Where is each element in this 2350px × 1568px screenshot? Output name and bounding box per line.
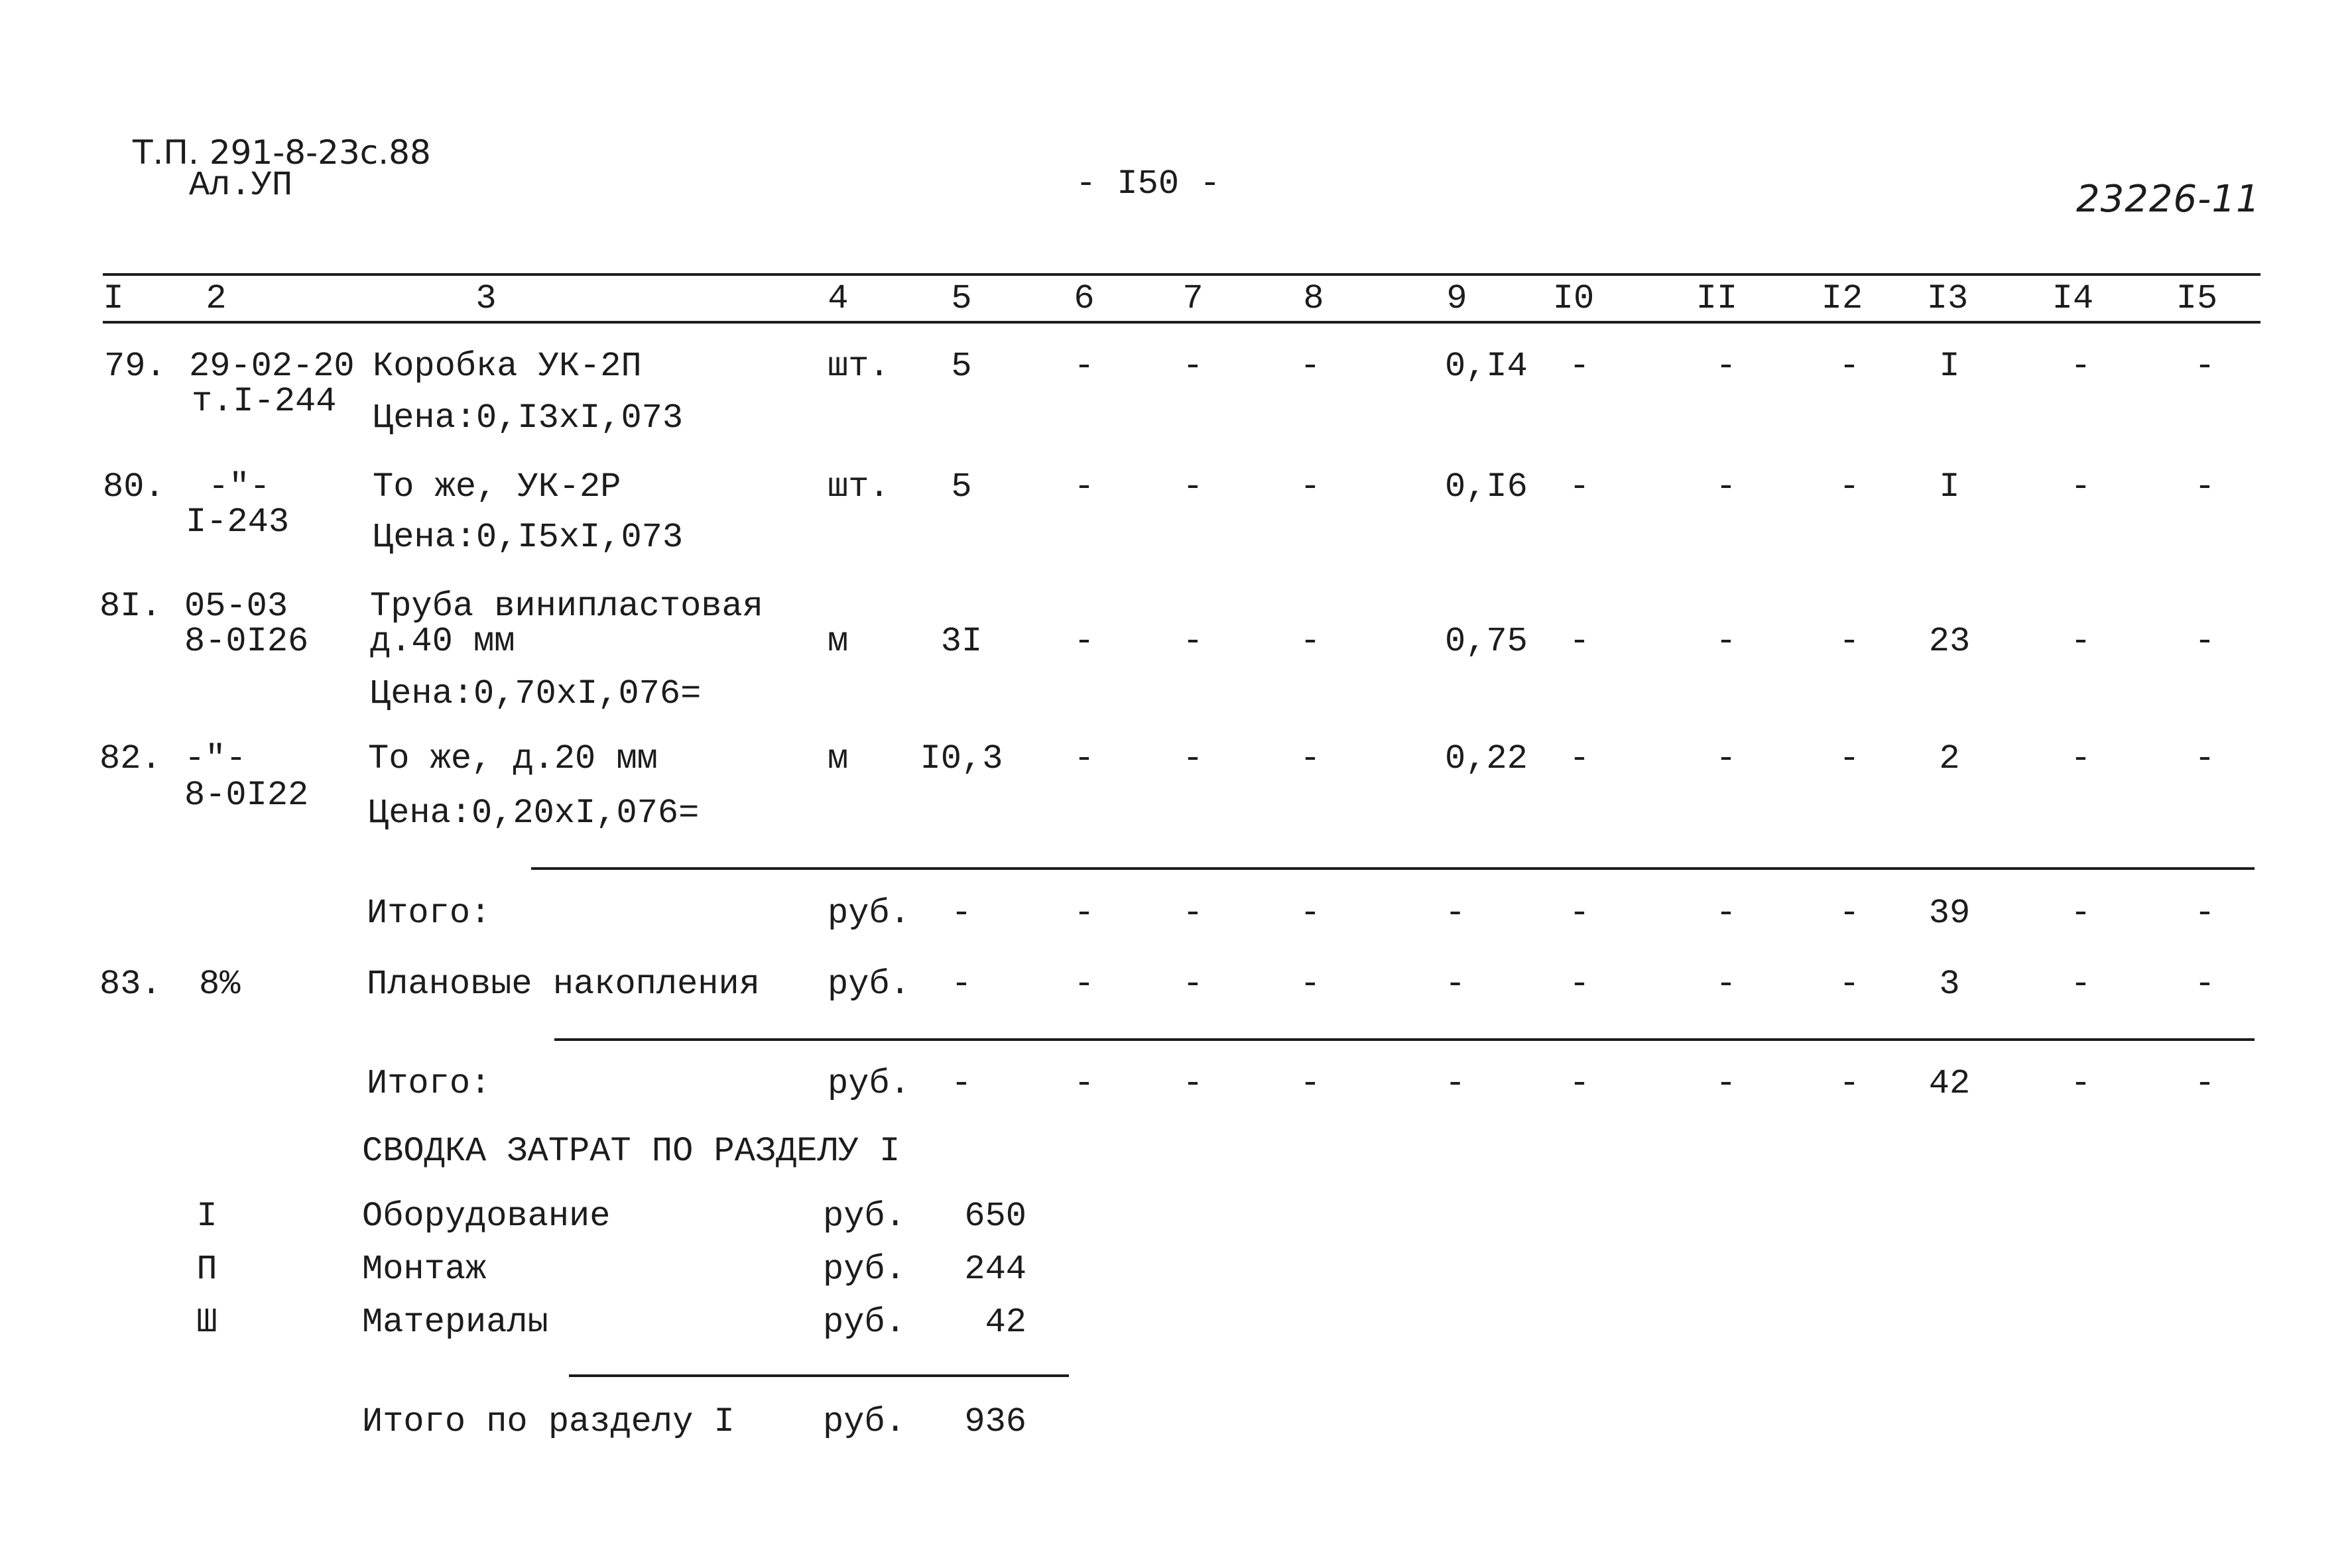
cell-col10: - xyxy=(1569,739,1590,778)
column-header-15: I5 xyxy=(2176,279,2218,318)
row-name: Итого: xyxy=(367,894,491,933)
cell-col11: - xyxy=(1715,739,1737,778)
cell-unit: шт. xyxy=(828,347,890,386)
cell-quantity: I0,3 xyxy=(920,739,1003,778)
row-values xyxy=(0,467,2350,507)
table-top-rule xyxy=(103,273,2260,276)
cell-col10: - xyxy=(1569,347,1590,386)
cell-col11: - xyxy=(1715,467,1737,507)
cell-col15: - xyxy=(2194,347,2215,386)
row-code: 29-02-20 xyxy=(189,347,355,386)
page-number: - I50 - xyxy=(1076,164,1221,204)
cell-col8: - xyxy=(1300,622,1321,661)
cell-unit: шт. xyxy=(828,467,890,507)
column-header-5: 5 xyxy=(951,279,972,318)
cell-col12: - xyxy=(1839,965,1860,1004)
cell-col12: - xyxy=(1839,622,1860,661)
cell-col9: 0,I6 xyxy=(1445,467,1528,507)
cell-col7: - xyxy=(1182,622,1204,661)
column-header-3: 3 xyxy=(475,279,497,318)
row-values xyxy=(0,349,2350,384)
row-price: Цена:0,I3xI,073 xyxy=(373,398,684,438)
summary-item xyxy=(0,1199,2350,1234)
row-number: 79. xyxy=(104,347,166,386)
cell-col15: - xyxy=(2194,1064,2215,1103)
cell-col13: 23 xyxy=(1928,622,1971,661)
cell-quantity: - xyxy=(951,965,972,1004)
cell-col8: - xyxy=(1300,894,1321,933)
cell-unit: руб. xyxy=(828,1064,910,1103)
cell-col9: - xyxy=(1445,894,1466,933)
summary-item-name: Монтаж xyxy=(362,1250,487,1289)
column-header-12: I2 xyxy=(1821,279,1863,318)
cell-quantity: 3I xyxy=(940,622,983,661)
column-header-1: I xyxy=(103,279,124,318)
cell-col15: - xyxy=(2194,622,2215,661)
summary-item-name: Материалы xyxy=(362,1303,548,1342)
cell-col9: 0,22 xyxy=(1445,739,1528,778)
row-name: Труба винипластовая xyxy=(370,587,763,626)
cell-col10: - xyxy=(1569,622,1590,661)
row-code-table: 8-0I22 xyxy=(184,776,309,815)
row-code-table: т.I-244 xyxy=(192,382,337,421)
summary-item-value: 42 xyxy=(985,1303,1026,1342)
cell-col13: 42 xyxy=(1928,1064,1971,1103)
summary-total xyxy=(0,1402,2350,1441)
summary-item-unit: руб. xyxy=(823,1303,906,1342)
column-header-13: I3 xyxy=(1926,279,1969,318)
cell-col7: - xyxy=(1182,739,1204,778)
column-header-row xyxy=(0,279,2350,318)
row-name: То же, УК-2Р xyxy=(373,467,621,507)
cell-col9: 0,I4 xyxy=(1445,347,1528,386)
summary-item xyxy=(0,1252,2350,1287)
cell-quantity: - xyxy=(951,894,972,933)
cell-col6: - xyxy=(1074,467,1095,507)
column-header-14: I4 xyxy=(2052,279,2094,318)
cell-col14: - xyxy=(2070,894,2091,933)
cell-col14: - xyxy=(2070,739,2091,778)
cell-col6: - xyxy=(1074,347,1095,386)
table-header-rule xyxy=(103,321,2260,324)
cell-col6: - xyxy=(1074,965,1095,1004)
cell-col8: - xyxy=(1300,1064,1321,1103)
row-code: 05-03 xyxy=(184,587,288,626)
cell-col15: - xyxy=(2194,965,2215,1004)
row-price: Цена:0,20xI,076= xyxy=(368,794,700,833)
cell-col10: - xyxy=(1569,965,1590,1004)
row-values xyxy=(0,1064,2350,1103)
cell-col8: - xyxy=(1300,739,1321,778)
cell-col8: - xyxy=(1300,965,1321,1004)
row-code: -"- xyxy=(208,467,271,507)
cell-col13: 39 xyxy=(1928,894,1971,933)
row-number: 8I. xyxy=(99,587,162,626)
cell-unit: м xyxy=(828,739,849,778)
row-values xyxy=(0,896,2350,931)
cell-col11: - xyxy=(1715,1064,1737,1103)
cell-col7: - xyxy=(1182,965,1204,1004)
cell-quantity: 5 xyxy=(951,347,972,386)
column-header-4: 4 xyxy=(828,279,849,318)
cell-quantity: 5 xyxy=(951,467,972,507)
column-header-10: I0 xyxy=(1552,279,1595,318)
summary-item-roman: П xyxy=(196,1250,217,1289)
cell-col14: - xyxy=(2070,1064,2091,1103)
cell-unit: м xyxy=(828,622,849,661)
cell-col14: - xyxy=(2070,965,2091,1004)
cell-col14: - xyxy=(2070,467,2091,507)
cell-col9: - xyxy=(1445,965,1466,1004)
table-row xyxy=(0,347,2350,438)
summary-item-unit: руб. xyxy=(823,1250,906,1289)
cell-col7: - xyxy=(1182,1064,1204,1103)
row-values xyxy=(0,739,2350,778)
row-values xyxy=(0,622,2350,661)
row-number: 80. xyxy=(103,467,165,507)
row-name: Плановые накопления xyxy=(367,965,760,1004)
row-name-detail: д.40 мм xyxy=(370,622,515,661)
cell-col12: - xyxy=(1839,1064,1860,1103)
cell-col11: - xyxy=(1715,965,1737,1004)
row-name: То же, д.20 мм xyxy=(368,739,658,778)
table-row xyxy=(0,467,2350,557)
cell-unit: руб. xyxy=(828,965,910,1004)
summary-item-value: 650 xyxy=(964,1197,1026,1236)
summary-item-roman: I xyxy=(196,1197,217,1236)
cell-unit: руб. xyxy=(828,894,910,933)
column-header-9: 9 xyxy=(1446,279,1467,318)
summary-total-unit: руб. xyxy=(823,1402,906,1441)
column-header-11: II xyxy=(1696,279,1738,318)
cell-col14: - xyxy=(2070,622,2091,661)
cell-col13: 3 xyxy=(1939,965,1960,1004)
cell-quantity: - xyxy=(951,1064,972,1103)
cell-col6: - xyxy=(1074,739,1095,778)
table-row xyxy=(0,967,2350,1002)
summary-total-name: Итого по разделу I xyxy=(362,1402,735,1441)
subtotal-row xyxy=(0,1064,2350,1103)
cell-col13: 2 xyxy=(1939,739,1960,778)
cell-col6: - xyxy=(1074,622,1095,661)
row-number: 83. xyxy=(99,965,162,1004)
cell-col6: - xyxy=(1074,1064,1095,1103)
cell-col7: - xyxy=(1182,467,1204,507)
row-price: Цена:0,I5xI,073 xyxy=(373,518,684,557)
cell-col13: I xyxy=(1939,347,1960,386)
cell-col11: - xyxy=(1715,347,1737,386)
cell-col12: - xyxy=(1839,467,1860,507)
row-code-table: I-243 xyxy=(186,503,290,542)
summary-item-name: Оборудование xyxy=(362,1197,611,1236)
cell-col15: - xyxy=(2194,894,2215,933)
cell-col9: - xyxy=(1445,1064,1466,1103)
cell-col10: - xyxy=(1569,1064,1590,1103)
column-header-2: 2 xyxy=(206,279,227,318)
row-price: Цена:0,70xI,076= xyxy=(370,674,702,713)
row-code-table: 8-0I26 xyxy=(184,622,309,661)
cell-col9: 0,75 xyxy=(1445,622,1528,661)
row-name: Итого: xyxy=(367,1064,491,1103)
summary-item-unit: руб. xyxy=(823,1197,906,1236)
column-header-8: 8 xyxy=(1303,279,1324,318)
row-code: -"- xyxy=(184,739,247,778)
summary-total-rule xyxy=(569,1374,1069,1377)
summary-total-value: 936 xyxy=(964,1402,1026,1441)
cell-col13: I xyxy=(1939,467,1960,507)
cell-col12: - xyxy=(1839,739,1860,778)
subtotal-row xyxy=(0,896,2350,931)
subtotal-rule-1 xyxy=(531,867,2255,870)
row-code: 8% xyxy=(199,965,241,1004)
cell-col10: - xyxy=(1569,894,1590,933)
row-number: 82. xyxy=(99,739,162,778)
table-row xyxy=(0,587,2350,713)
cell-col7: - xyxy=(1182,347,1204,386)
cell-col10: - xyxy=(1569,467,1590,507)
cell-col14: - xyxy=(2070,347,2091,386)
cell-col6: - xyxy=(1074,894,1095,933)
cell-col8: - xyxy=(1300,347,1321,386)
cell-col8: - xyxy=(1300,467,1321,507)
column-header-6: 6 xyxy=(1074,279,1095,318)
cell-col7: - xyxy=(1182,894,1204,933)
summary-item-value: 244 xyxy=(964,1250,1026,1289)
album-label: Ал.УП xyxy=(189,166,293,205)
stamp-number: 23226-11 xyxy=(2076,178,2260,221)
cell-col12: - xyxy=(1839,347,1860,386)
subtotal-rule-2 xyxy=(554,1038,2255,1041)
summary-item xyxy=(0,1305,2350,1340)
cell-col11: - xyxy=(1715,622,1737,661)
row-name: Коробка УК-2П xyxy=(373,347,642,386)
summary-item-roman: Ш xyxy=(196,1303,217,1342)
column-header-7: 7 xyxy=(1182,279,1204,318)
table-row xyxy=(0,739,2350,833)
cell-col15: - xyxy=(2194,467,2215,507)
project-code: Т.П. 291-8-23с.88 xyxy=(133,133,431,172)
cell-col12: - xyxy=(1839,894,1860,933)
cell-col11: - xyxy=(1715,894,1737,933)
summary-title: СВОДКА ЗАТРАТ ПО РАЗДЕЛУ I xyxy=(362,1132,900,1171)
cell-col15: - xyxy=(2194,739,2215,778)
row-values xyxy=(0,967,2350,1002)
